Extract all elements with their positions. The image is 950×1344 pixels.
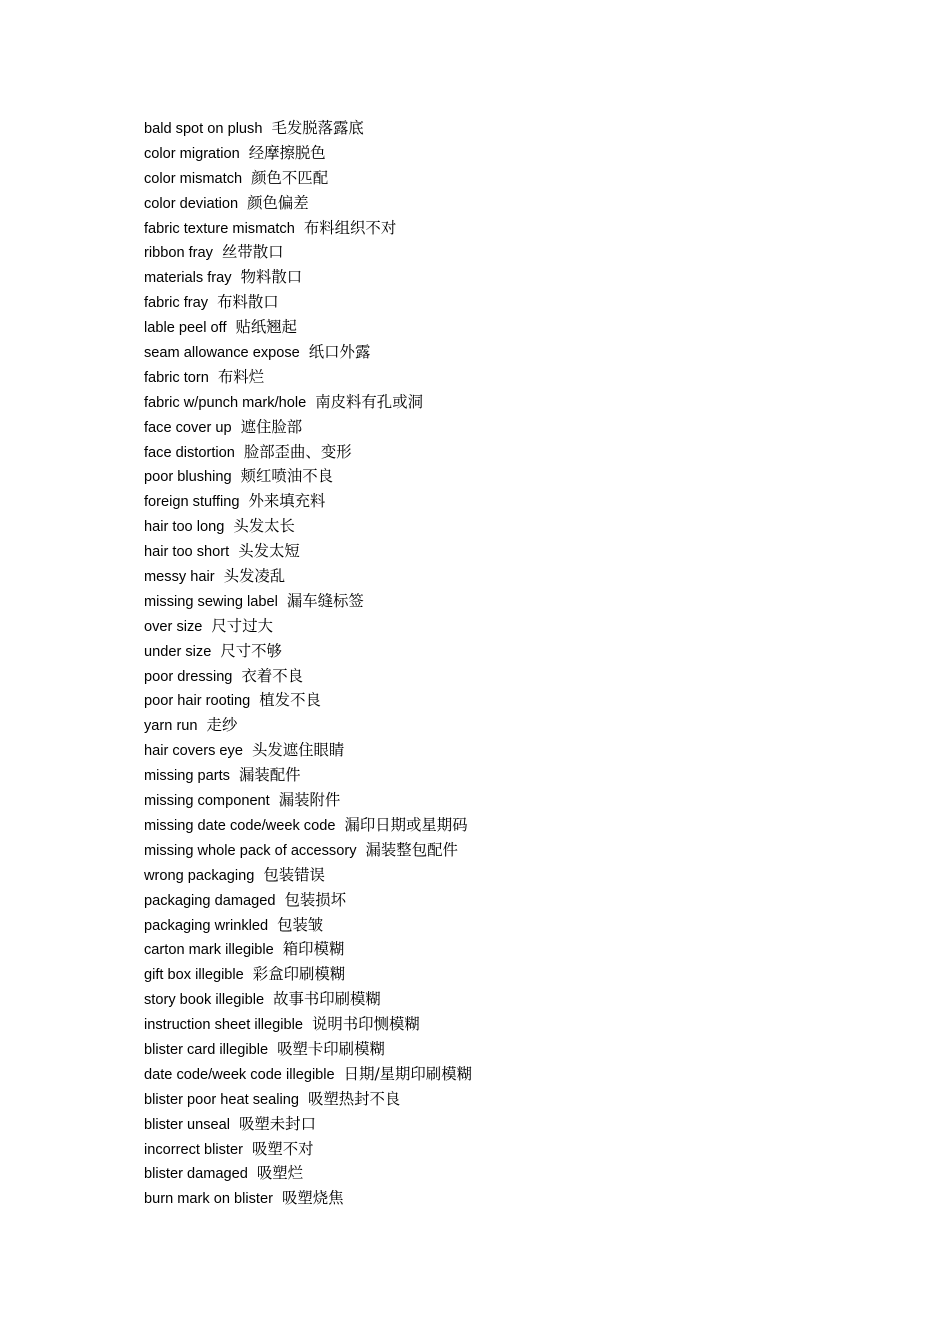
english-term: face cover up bbox=[144, 419, 232, 436]
chinese-term: 布料散口 bbox=[217, 293, 279, 312]
english-term: foreign stuffing bbox=[144, 494, 240, 511]
chinese-term: 箱印模糊 bbox=[282, 940, 345, 959]
chinese-term: 吸塑未封口 bbox=[239, 1114, 316, 1133]
chinese-term: 头发凌乱 bbox=[223, 567, 286, 586]
chinese-term: 遮住脸部 bbox=[240, 417, 303, 436]
english-term: under size bbox=[144, 643, 212, 660]
chinese-term: 包装损坏 bbox=[284, 890, 347, 909]
chinese-term: 头发太短 bbox=[238, 542, 300, 561]
glossary-entry bbox=[144, 1186, 472, 1211]
glossary-entry bbox=[144, 166, 472, 191]
english-term: blister card illegible bbox=[144, 1041, 269, 1058]
chinese-term: 颜色偏差 bbox=[247, 193, 309, 212]
chinese-term: 颊红喷油不良 bbox=[240, 467, 333, 486]
chinese-term: 脸部歪曲、变形 bbox=[243, 442, 352, 461]
chinese-term: 经摩擦脱色 bbox=[248, 143, 326, 162]
english-term: poor hair rooting bbox=[144, 693, 251, 710]
glossary-entry bbox=[144, 614, 472, 639]
english-term: date code/week code illegible bbox=[144, 1066, 335, 1083]
glossary-entry bbox=[144, 763, 472, 788]
chinese-term: 包装错误 bbox=[263, 865, 325, 884]
chinese-term: 吸塑烧焦 bbox=[281, 1189, 344, 1208]
english-term: gift box illegible bbox=[144, 967, 244, 984]
english-term: burn mark on blister bbox=[144, 1191, 273, 1208]
glossary-entry bbox=[144, 340, 472, 365]
glossary-entry bbox=[144, 1012, 472, 1037]
glossary-entry bbox=[144, 415, 472, 440]
glossary-entry bbox=[144, 390, 472, 415]
glossary-entry bbox=[144, 240, 472, 265]
english-term: ribbon fray bbox=[144, 245, 213, 262]
english-term: fabric texture mismatch bbox=[144, 220, 295, 237]
glossary-entry bbox=[144, 365, 472, 390]
english-term: blister unseal bbox=[144, 1116, 230, 1133]
english-term: hair too long bbox=[144, 519, 225, 536]
english-term: over size bbox=[144, 618, 203, 635]
english-term: blister poor heat sealing bbox=[144, 1091, 299, 1108]
glossary-entry bbox=[144, 688, 472, 713]
glossary-entry bbox=[144, 1112, 472, 1137]
english-term: carton mark illegible bbox=[144, 942, 274, 959]
english-term: missing sewing label bbox=[144, 593, 278, 610]
chinese-term: 包装皱 bbox=[277, 915, 324, 934]
chinese-term: 尺寸不够 bbox=[220, 641, 282, 660]
glossary-entry bbox=[144, 987, 472, 1012]
glossary-entry bbox=[144, 639, 472, 664]
glossary-entry bbox=[144, 191, 472, 216]
glossary-entry bbox=[144, 290, 472, 315]
glossary-entry bbox=[144, 863, 472, 888]
chinese-term: 南皮料有孔或洞 bbox=[315, 392, 423, 411]
glossary-entry bbox=[144, 440, 472, 465]
chinese-term: 吸塑热封不良 bbox=[307, 1089, 401, 1108]
chinese-term: 贴纸翘起 bbox=[235, 318, 298, 337]
chinese-term: 布料组织不对 bbox=[303, 218, 397, 237]
chinese-term: 丝带散口 bbox=[221, 243, 284, 262]
chinese-term: 衣着不良 bbox=[241, 666, 304, 685]
glossary-entry bbox=[144, 265, 472, 290]
english-term: color migration bbox=[144, 145, 240, 162]
english-term: missing whole pack of accessory bbox=[144, 842, 357, 859]
glossary-entry bbox=[144, 141, 472, 166]
chinese-term: 头发太长 bbox=[233, 517, 295, 536]
glossary-entry bbox=[144, 464, 472, 489]
chinese-term: 颜色不匹配 bbox=[251, 168, 329, 187]
chinese-term: 物料散口 bbox=[240, 268, 303, 287]
glossary-entry bbox=[144, 888, 472, 913]
english-term: fabric w/punch mark/hole bbox=[144, 394, 307, 411]
chinese-term: 故事书印刷模糊 bbox=[273, 990, 381, 1009]
glossary-entry bbox=[144, 1062, 472, 1087]
glossary-entry bbox=[144, 838, 472, 863]
glossary-entry bbox=[144, 564, 472, 589]
chinese-term: 日期/星期印刷模糊 bbox=[343, 1064, 472, 1083]
english-term: missing component bbox=[144, 793, 270, 810]
chinese-term: 布料烂 bbox=[217, 367, 265, 386]
chinese-term: 尺寸过大 bbox=[211, 616, 273, 635]
english-term: story book illegible bbox=[144, 992, 265, 1009]
chinese-term: 头发遮住眼睛 bbox=[251, 741, 345, 760]
english-term: hair too short bbox=[144, 544, 230, 561]
glossary-entry bbox=[144, 937, 472, 962]
chinese-term: 说明书印恻模糊 bbox=[312, 1015, 420, 1034]
english-term: packaging damaged bbox=[144, 892, 276, 909]
glossary-entry bbox=[144, 813, 472, 838]
glossary-entry bbox=[144, 589, 472, 614]
glossary-entry bbox=[144, 962, 472, 987]
english-term: incorrect blister bbox=[144, 1141, 243, 1158]
glossary-entry bbox=[144, 1137, 472, 1162]
glossary-entry bbox=[144, 116, 472, 141]
chinese-term: 吸塑烂 bbox=[256, 1164, 304, 1183]
english-term: yarn run bbox=[144, 718, 198, 735]
chinese-term: 纸口外露 bbox=[308, 343, 371, 362]
glossary-entry bbox=[144, 664, 472, 689]
glossary-entry bbox=[144, 514, 472, 539]
chinese-term: 外来填充料 bbox=[248, 492, 326, 511]
chinese-term: 毛发脱落露底 bbox=[271, 119, 364, 137]
glossary-entry bbox=[144, 1087, 472, 1112]
english-term: blister damaged bbox=[144, 1166, 248, 1183]
english-term: poor dressing bbox=[144, 668, 233, 685]
chinese-term: 吸塑卡印刷模糊 bbox=[277, 1039, 385, 1058]
glossary-entry bbox=[144, 713, 472, 738]
english-term: wrong packaging bbox=[144, 867, 255, 884]
english-term: materials fray bbox=[144, 270, 232, 287]
english-term: seam allowance expose bbox=[144, 345, 300, 362]
english-term: missing parts bbox=[144, 768, 230, 785]
glossary-entry bbox=[144, 788, 472, 813]
chinese-term: 漏装整包配件 bbox=[365, 840, 458, 859]
english-term: color mismatch bbox=[144, 170, 243, 187]
glossary-entry bbox=[144, 216, 472, 241]
glossary-entry bbox=[144, 738, 472, 763]
english-term: fabric fray bbox=[144, 295, 209, 312]
english-term: face distortion bbox=[144, 444, 235, 461]
english-term: bald spot on plush bbox=[144, 121, 263, 137]
english-term: lable peel off bbox=[144, 320, 227, 337]
chinese-term: 彩盒印刷模糊 bbox=[252, 965, 346, 984]
english-term: packaging wrinkled bbox=[144, 917, 269, 934]
chinese-term: 走纱 bbox=[206, 716, 238, 735]
glossary-entry bbox=[144, 913, 472, 938]
chinese-term: 漏装配件 bbox=[238, 766, 301, 785]
chinese-term: 漏印日期或星期码 bbox=[344, 815, 468, 834]
chinese-term: 漏装附件 bbox=[278, 791, 341, 810]
glossary-entry bbox=[144, 1037, 472, 1062]
chinese-term: 植发不良 bbox=[259, 691, 321, 710]
chinese-term: 吸塑不对 bbox=[251, 1139, 314, 1158]
english-term: hair covers eye bbox=[144, 743, 243, 760]
glossary-entry bbox=[144, 489, 472, 514]
glossary-list bbox=[144, 116, 472, 1211]
english-term: color deviation bbox=[144, 195, 239, 212]
english-term: fabric torn bbox=[144, 369, 209, 386]
english-term: messy hair bbox=[144, 569, 215, 586]
chinese-term: 漏车缝标签 bbox=[286, 591, 364, 610]
glossary-entry bbox=[144, 315, 472, 340]
english-term: instruction sheet illegible bbox=[144, 1017, 303, 1034]
glossary-entry bbox=[144, 1161, 472, 1186]
english-term: missing date code/week code bbox=[144, 817, 336, 834]
english-term: poor blushing bbox=[144, 469, 232, 486]
glossary-entry bbox=[144, 539, 472, 564]
